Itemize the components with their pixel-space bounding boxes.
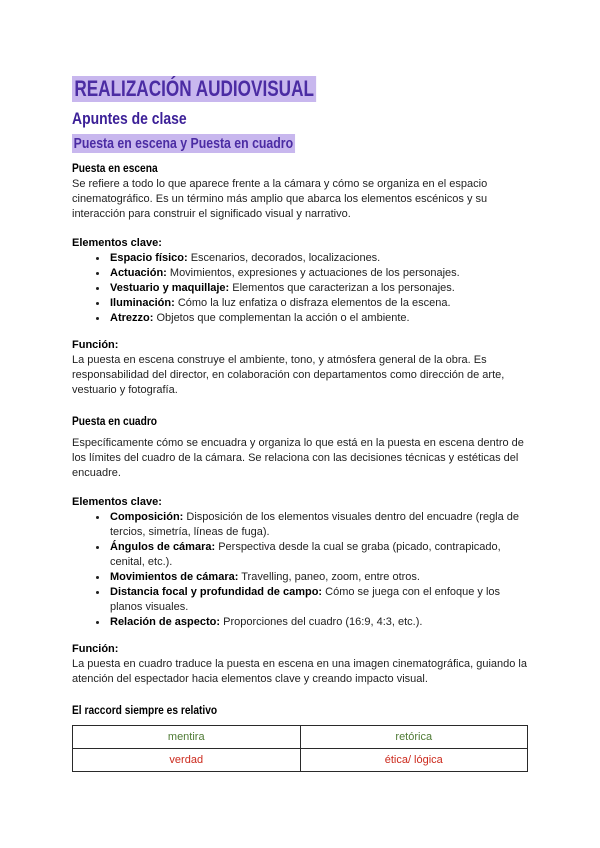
raccord-table [72,725,528,772]
list-item: • Distancia focal y profundidad de campo: Cómo se juega con el enfoque y los planos visuales. [108,585,528,615]
escena-intro: Se refiere a todo lo que aparece frente a la cámara y cómo se organiza en el espacio cinematográfico. Es un término más amplio que abarca los elementos escénicos y su interacción para construir el significado visual y narrativo. [72,178,488,220]
escena-elements-label: Elementos clave: [72,237,162,249]
cuadro-function-label: Función: [72,643,119,655]
escena-elements-list [72,251,528,326]
document-title: REALIZACIÓN AUDIOVISUAL [72,76,316,102]
cuadro-function-text: La puesta en cuadro traduce la puesta en escena en una imagen cinematográfica, guiando la atención del espectador hacia elementos clave y creando impacto visual. [72,658,527,685]
section-heading: Puesta en escena y Puesta en cuadro [73,135,294,152]
document-subtitle: Apuntes de clase [72,109,187,128]
list-item: • Composición: Disposición de los elementos visuales dentro del encuadre (regla de tercios, simetría, líneas de fuga). [108,510,528,540]
table-row [73,726,528,749]
escena-heading: Puesta en escena [72,161,158,175]
table-cell: verdad [73,749,301,772]
escena-function-label: Función: [72,339,119,351]
list-item: • Vestuario y maquillaje: Elementos que caracterizan a los personajes. [108,281,528,296]
cuadro-heading: Puesta en cuadro [72,414,158,428]
list-item: • Relación de aspecto: Proporciones del cuadro (16:9, 4:3, etc.). [108,615,528,630]
table-row [73,749,528,772]
table-cell: retórica [300,726,528,749]
cuadro-elements-label: Elementos clave: [72,496,162,508]
list-item: • Espacio físico: Escenarios, decorados, localizaciones. [108,251,528,266]
table-cell: mentira [73,726,301,749]
cuadro-intro: Específicamente cómo se encuadra y organiza lo que está en la puesta en escena dentro de los límites del cuadro de la cámara. Se relaciona con las decisiones técnicas y estéticas del encuadre. [72,437,524,479]
list-item: • Atrezzo: Objetos que complementan la acción o el ambiente. [108,311,528,326]
list-item: • Iluminación: Cómo la luz enfatiza o disfraza elementos de la escena. [108,296,528,311]
escena-function-text: La puesta en escena construye el ambiente, tono, y atmósfera general de la obra. Es responsabilidad del director, en colaboración con departamentos como dirección de arte, vestuario y fotografía. [72,354,505,396]
cuadro-elements-list [72,510,528,630]
list-item: • Movimientos de cámara: Travelling, paneo, zoom, entre otros. [108,570,528,585]
document-page [72,76,528,772]
table-cell: ética/ lógica [300,749,528,772]
list-item: • Actuación: Movimientos, expresiones y actuaciones de los personajes. [108,266,528,281]
list-item: • Ángulos de cámara: Perspectiva desde la cual se graba (picado, contrapicado, cenital, etc.). [108,540,528,570]
raccord-heading: El raccord siempre es relativo [72,703,218,717]
